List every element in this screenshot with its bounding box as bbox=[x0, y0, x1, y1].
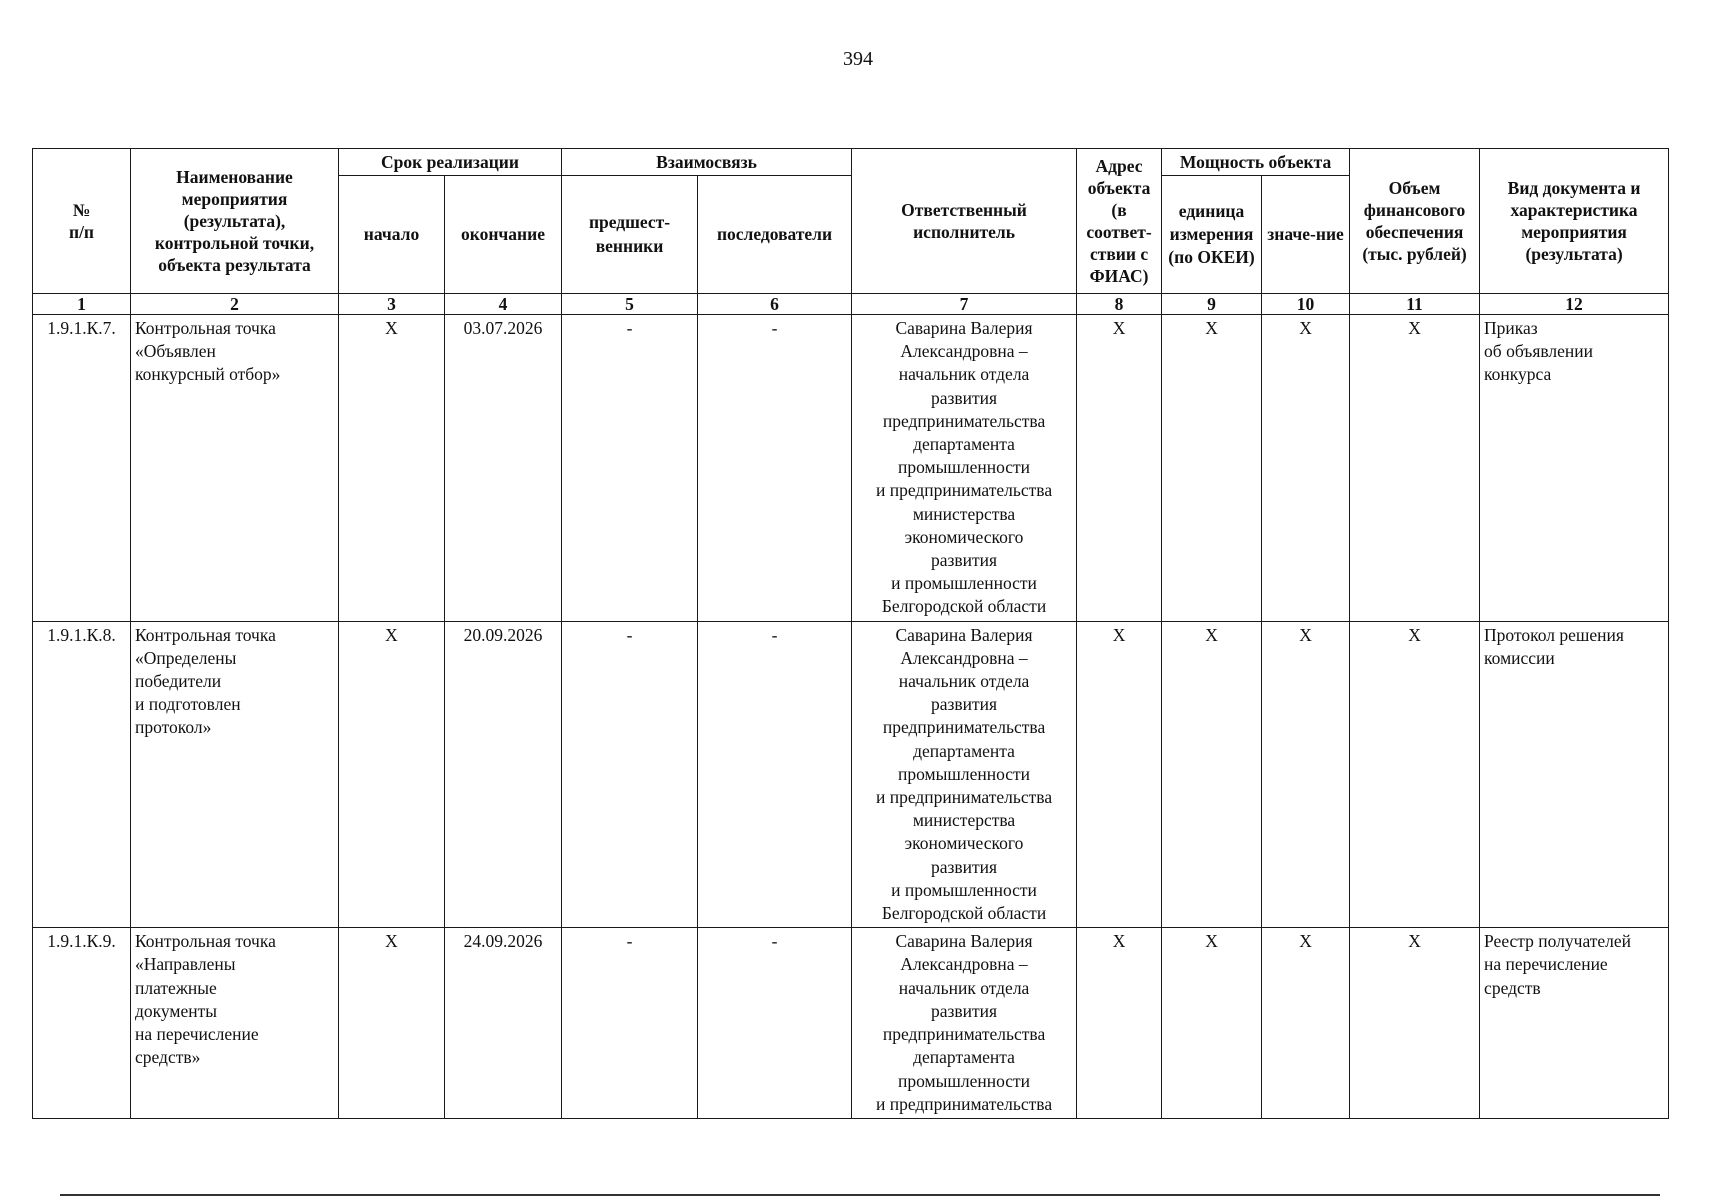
row-start: X bbox=[339, 315, 445, 622]
row-unit: X bbox=[1162, 315, 1262, 622]
row-funding: X bbox=[1350, 621, 1480, 928]
row-executor: Саварина Валерия Александровна – начальник отдела развития предпринимательства департамента промышленности и предпринимательства министерства экономического развития и промышленности Белгородской области bbox=[852, 621, 1077, 928]
row-address: X bbox=[1077, 621, 1162, 928]
header-period: Срок реализации bbox=[339, 149, 562, 176]
row-executor: Саварина Валерия Александровна – начальник отдела развития предпринимательства департамента промышленности и предпринимательства bbox=[852, 928, 1077, 1119]
scan-edge-line bbox=[60, 1194, 1660, 1196]
row-successors: - bbox=[698, 928, 852, 1119]
header-doc: Вид документа и характеристика мероприятия (результата) bbox=[1480, 149, 1669, 294]
row-end: 24.09.2026 bbox=[445, 928, 562, 1119]
row-num: 1.9.1.К.7. bbox=[33, 315, 131, 622]
column-number: 5 bbox=[562, 294, 698, 315]
header-predecessors: предшест-венники bbox=[562, 176, 698, 294]
header-funding: Объем финансового обеспечения (тыс. рублей) bbox=[1350, 149, 1480, 294]
column-number: 10 bbox=[1262, 294, 1350, 315]
row-name: Контрольная точка «Определены победители и подготовлен протокол» bbox=[131, 621, 339, 928]
row-funding: X bbox=[1350, 928, 1480, 1119]
header-capacity: Мощность объекта bbox=[1162, 149, 1350, 176]
header-executor: Ответственный исполнитель bbox=[852, 149, 1077, 294]
row-value: X bbox=[1262, 621, 1350, 928]
column-number: 1 bbox=[33, 294, 131, 315]
column-number: 8 bbox=[1077, 294, 1162, 315]
row-predecessors: - bbox=[562, 315, 698, 622]
header-num: № п/п bbox=[33, 149, 131, 294]
header-value: значе-ние bbox=[1262, 176, 1350, 294]
header-unit: единица измерения (по ОКЕИ) bbox=[1162, 176, 1262, 294]
column-number: 11 bbox=[1350, 294, 1480, 315]
plan-table bbox=[32, 148, 1669, 1119]
row-name: Контрольная точка «Объявлен конкурсный отбор» bbox=[131, 315, 339, 622]
row-successors: - bbox=[698, 315, 852, 622]
row-start: X bbox=[339, 928, 445, 1119]
column-number: 7 bbox=[852, 294, 1077, 315]
row-doc: Приказ об объявлении конкурса bbox=[1480, 315, 1669, 622]
row-value: X bbox=[1262, 928, 1350, 1119]
row-start: X bbox=[339, 621, 445, 928]
column-number: 4 bbox=[445, 294, 562, 315]
row-end: 20.09.2026 bbox=[445, 621, 562, 928]
column-number: 12 bbox=[1480, 294, 1669, 315]
table-row bbox=[33, 928, 1669, 1119]
column-number: 9 bbox=[1162, 294, 1262, 315]
page-number: 394 bbox=[843, 48, 873, 70]
header-successors: последователи bbox=[698, 176, 852, 294]
row-doc: Реестр получателей на перечисление средств bbox=[1480, 928, 1669, 1119]
row-address: X bbox=[1077, 315, 1162, 622]
header-name: Наименование мероприятия (результата), контрольной точки, объекта результата bbox=[131, 149, 339, 294]
row-address: X bbox=[1077, 928, 1162, 1119]
row-doc: Протокол решения комиссии bbox=[1480, 621, 1669, 928]
table-row bbox=[33, 621, 1669, 928]
table-row bbox=[33, 315, 1669, 622]
row-value: X bbox=[1262, 315, 1350, 622]
column-number: 6 bbox=[698, 294, 852, 315]
column-number: 3 bbox=[339, 294, 445, 315]
row-num: 1.9.1.К.9. bbox=[33, 928, 131, 1119]
row-unit: X bbox=[1162, 621, 1262, 928]
header-end: окончание bbox=[445, 176, 562, 294]
table-header bbox=[33, 149, 1669, 315]
header-start: начало bbox=[339, 176, 445, 294]
header-relation: Взаимосвязь bbox=[562, 149, 852, 176]
column-number-row bbox=[33, 294, 1669, 315]
header-address: Адрес объекта (в соответ-ствии с ФИАС) bbox=[1077, 149, 1162, 294]
row-unit: X bbox=[1162, 928, 1262, 1119]
row-funding: X bbox=[1350, 315, 1480, 622]
row-name: Контрольная точка «Направлены платежные документы на перечисление средств» bbox=[131, 928, 339, 1119]
row-num: 1.9.1.К.8. bbox=[33, 621, 131, 928]
column-number: 2 bbox=[131, 294, 339, 315]
row-executor: Саварина Валерия Александровна – начальник отдела развития предпринимательства департамента промышленности и предпринимательства министерства экономического развития и промышленности Белгородской области bbox=[852, 315, 1077, 622]
row-end: 03.07.2026 bbox=[445, 315, 562, 622]
row-predecessors: - bbox=[562, 621, 698, 928]
row-successors: - bbox=[698, 621, 852, 928]
row-predecessors: - bbox=[562, 928, 698, 1119]
